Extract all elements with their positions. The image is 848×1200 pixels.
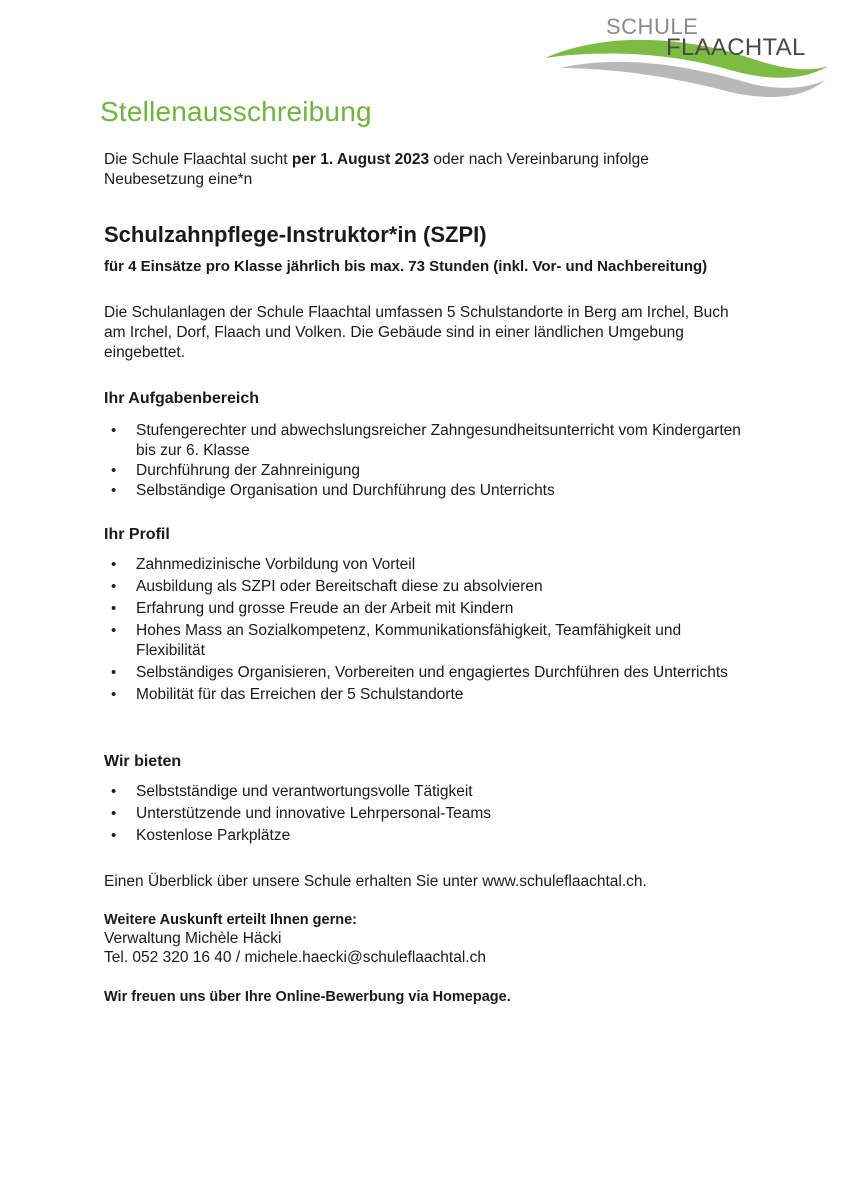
intro-start-date: per 1. August 2023 (291, 151, 430, 168)
list-item: • Stufengerechter und abwechslungsreicher Zahngesundheitsunterricht vom Kindergarten bis zur 6. Klasse (111, 422, 741, 459)
bullet-icon: • (111, 578, 117, 595)
contact-phone-email: Tel. 052 320 16 40 / michele.haecki@schuleflaachtal.ch (104, 949, 486, 966)
section-heading-profil: Ihr Profil (104, 526, 170, 543)
intro-text-after: oder nach Vereinbarung infolge Neubesetzung eine*n (104, 151, 649, 188)
contact-heading: Weitere Auskunft erteilt Ihnen gerne: (104, 912, 357, 928)
bullet-icon: • (111, 422, 117, 439)
bullet-icon: • (111, 805, 117, 822)
logo-text-flaachtal: FLAACHTAL (666, 34, 806, 61)
aufgabenbereich-list (104, 421, 744, 501)
bullet-icon: • (111, 622, 117, 639)
list-item: • Unterstützende und innovative Lehrpersonal-Teams (111, 805, 491, 822)
list-item: • Mobilität für das Erreichen der 5 Schulstandorte (111, 686, 464, 703)
bullet-icon: • (111, 827, 117, 844)
list-item: • Erfahrung und grosse Freude an der Arbeit mit Kindern (111, 600, 514, 617)
closing-text: Wir freuen uns über Ihre Online-Bewerbung via Homepage. (104, 989, 511, 1005)
bullet-icon: • (111, 783, 117, 800)
wir-bieten-list (104, 782, 744, 846)
description-paragraph: Die Schulanlagen der Schule Flaachtal umfassen 5 Schulstandorte in Berg am Irchel, Buch am Irchel, Dorf, Flaach und Volken. Die Gebäude sind in einer ländlichen Umgebung eingebettet. (104, 304, 729, 361)
list-item: • Selbstständige und verantwortungsvolle Tätigkeit (111, 783, 473, 800)
contact-name: Verwaltung Michèle Häcki (104, 930, 282, 947)
school-logo (540, 10, 830, 100)
bullet-icon: • (111, 686, 117, 703)
list-item: • Durchführung der Zahnreinigung (111, 462, 361, 479)
logo-text-schule: SCHULE (606, 14, 699, 39)
list-item: • Kostenlose Parkplätze (111, 827, 291, 844)
intro-text-before: Die Schule Flaachtal sucht (104, 151, 292, 168)
section-heading-aufgabenbereich: Ihr Aufgabenbereich (104, 390, 259, 407)
bullet-icon: • (111, 664, 117, 681)
bullet-icon: • (111, 462, 117, 479)
section-heading-wir-bieten: Wir bieten (104, 753, 182, 770)
list-item: • Hohes Mass an Sozialkompetenz, Kommunikationsfähigkeit, Teamfähigkeit und Flexibilität (111, 622, 682, 659)
list-item: • Ausbildung als SZPI oder Bereitschaft diese zu absolvieren (111, 578, 543, 595)
list-item: • Zahnmedizinische Vorbildung von Vorteil (111, 556, 416, 573)
list-item: • Selbständige Organisation und Durchführung des Unterrichts (111, 482, 555, 499)
intro-paragraph (104, 150, 744, 190)
job-subtitle: für 4 Einsätze pro Klasse jährlich bis max. 73 Stunden (inkl. Vor- und Nachbereitung) (104, 258, 708, 275)
overview-paragraph: Einen Überblick über unsere Schule erhalten Sie unter www.schuleflaachtal.ch. (104, 873, 647, 890)
profil-list (104, 555, 744, 705)
list-item: • Selbständiges Organisieren, Vorbereiten und engagiertes Durchführen des Unterrichts (111, 664, 728, 681)
job-title: Schulzahnpflege-Instruktor*in (SZPI) (104, 222, 487, 247)
bullet-icon: • (111, 600, 117, 617)
bullet-icon: • (111, 482, 117, 499)
document-title: Stellenausschreibung (100, 96, 372, 127)
bullet-icon: • (111, 556, 117, 573)
